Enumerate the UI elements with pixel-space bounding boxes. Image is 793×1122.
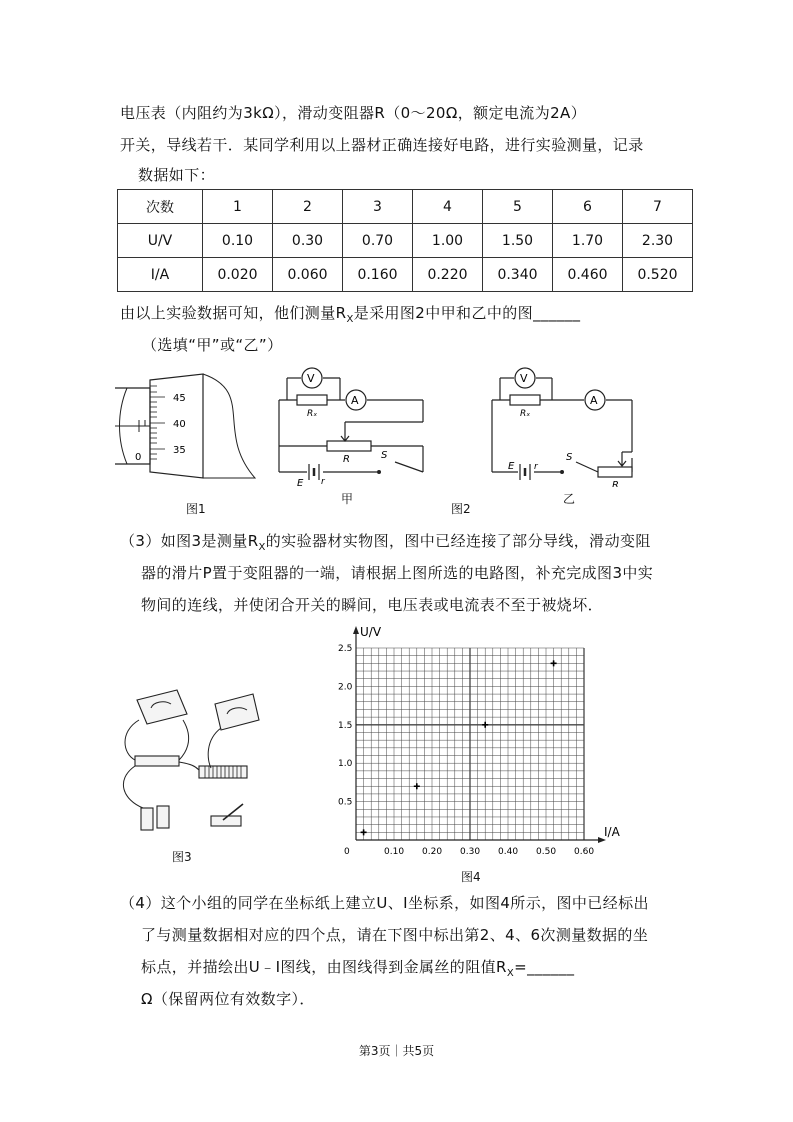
circuit-label-Rx: Rₓ bbox=[307, 409, 318, 419]
fig1-caption: 图1 bbox=[186, 502, 206, 516]
question-text: 由以上实验数据可知，他们测量R bbox=[120, 304, 347, 322]
part3-text: 的实验器材实物图，图中已经连接了部分导线，滑动变阻 bbox=[265, 532, 651, 550]
subscript: X bbox=[258, 542, 266, 553]
part3-line-3: 物间的连线，并使闭合开关的瞬间，电压表或电流表不至于被烧坏． bbox=[141, 596, 604, 614]
circuit-label-Rx: Rₓ bbox=[520, 409, 531, 419]
subscript: X bbox=[506, 968, 515, 979]
rheostat bbox=[327, 441, 371, 451]
y-axis-arrow bbox=[353, 626, 359, 634]
circuit-label-E: E bbox=[508, 461, 515, 472]
y-axis-label: U/V bbox=[360, 625, 382, 639]
data-table bbox=[117, 189, 693, 292]
rheostat-device bbox=[199, 766, 247, 778]
switch-pivot bbox=[560, 470, 564, 474]
chart-grid-major bbox=[356, 648, 584, 840]
data-point bbox=[414, 783, 420, 789]
circuit-label-R: R bbox=[343, 454, 350, 465]
question-line-1 bbox=[120, 302, 580, 325]
data-point bbox=[551, 660, 557, 666]
fig4-caption: 图4 bbox=[461, 870, 481, 884]
intro-line-1: 电压表（内阻约为3kΩ），滑动变阻器R（0～20Ω，额定电流为2A） bbox=[120, 104, 587, 122]
table-col-header: 4 bbox=[413, 190, 483, 224]
x-tick-label: 0.30 bbox=[460, 847, 481, 857]
rheostat-slider bbox=[618, 452, 626, 466]
table-cell: 0.160 bbox=[343, 258, 413, 292]
circuit-label-A: A bbox=[590, 394, 598, 407]
circuit-yi-label: 乙 bbox=[563, 492, 576, 506]
part4-line-3 bbox=[141, 956, 574, 979]
micrometer-label-35: 35 bbox=[173, 445, 186, 456]
page-footer: 第3页｜共5页 bbox=[358, 1044, 435, 1058]
table-col-header: 2 bbox=[273, 190, 343, 224]
x-tick-label: 0.40 bbox=[498, 847, 519, 857]
circuit-label-A: A bbox=[351, 394, 359, 407]
part4-text: 标点，并描绘出U﹣I图线，由图线得到金属丝的阻值R bbox=[141, 958, 507, 976]
circuit-label-R: R bbox=[612, 480, 619, 487]
y-tick-label: 1.0 bbox=[338, 759, 353, 770]
circuit-label-r: r bbox=[321, 477, 325, 487]
data-point bbox=[361, 829, 367, 835]
part3-text: （3）如图3是测量R bbox=[120, 532, 259, 550]
part4-text: = bbox=[514, 958, 528, 976]
circuit-jia-label: 甲 bbox=[341, 492, 354, 506]
table-row bbox=[118, 258, 693, 292]
fig2-caption: 图2 bbox=[451, 502, 471, 516]
table-cell: 0.220 bbox=[413, 258, 483, 292]
circuit-label-V: V bbox=[307, 372, 315, 385]
micrometer-label-40: 40 bbox=[173, 419, 186, 430]
table-cell: 0.10 bbox=[203, 224, 273, 258]
table-col-header: 5 bbox=[483, 190, 553, 224]
table-col-header: 3 bbox=[343, 190, 413, 224]
table-cell: 0.70 bbox=[343, 224, 413, 258]
table-cell: 1.70 bbox=[553, 224, 623, 258]
switch-pivot bbox=[377, 470, 381, 474]
table-header-cell: 次数 bbox=[118, 190, 203, 224]
table-cell: 1.00 bbox=[413, 224, 483, 258]
y-tick-label: 0.5 bbox=[338, 797, 353, 808]
table-col-header: 6 bbox=[553, 190, 623, 224]
circuit-label-r: r bbox=[534, 462, 538, 472]
part4-line-4: Ω（保留两位有效数字）． bbox=[141, 990, 315, 1008]
table-row-label: I/A bbox=[118, 258, 203, 292]
table-header-row bbox=[118, 190, 693, 224]
ammeter-device bbox=[215, 694, 259, 730]
circuit-jia bbox=[275, 362, 435, 487]
origin-label: 0 bbox=[344, 847, 350, 857]
table-cell: 2.30 bbox=[623, 224, 693, 258]
x-axis-label: I/A bbox=[604, 825, 620, 839]
x-tick-label: 0.50 bbox=[536, 847, 557, 857]
y-tick-label: 2.5 bbox=[338, 644, 353, 654]
intro-line-2: 开关，导线若干．某同学利用以上器材正确连接好电路，进行实验测量，记录 bbox=[120, 136, 644, 154]
apparatus-figure bbox=[115, 680, 260, 840]
micrometer-scale bbox=[150, 386, 165, 459]
circuit-yi bbox=[486, 362, 638, 487]
x-tick-label: 0.10 bbox=[384, 847, 405, 857]
intro-line-3: 数据如下： bbox=[138, 166, 216, 184]
circuit-label-E: E bbox=[297, 478, 304, 487]
ui-graph bbox=[330, 618, 630, 863]
table-cell: 0.340 bbox=[483, 258, 553, 292]
rheostat bbox=[598, 467, 632, 477]
table-col-header: 1 bbox=[203, 190, 273, 224]
question-line-2: （选填“甲”或“乙”） bbox=[142, 336, 283, 354]
table-col-header: 7 bbox=[623, 190, 693, 224]
part3-line-1 bbox=[120, 530, 651, 553]
answer-blank[interactable]: ______ bbox=[533, 304, 581, 322]
circuit-label-V: V bbox=[520, 372, 528, 385]
question-text: 是采用图2中甲和乙中的图 bbox=[353, 304, 534, 322]
micrometer-figure bbox=[115, 372, 265, 490]
data-point bbox=[482, 722, 488, 728]
table-cell: 0.520 bbox=[623, 258, 693, 292]
x-tick-label: 0.60 bbox=[574, 847, 595, 857]
answer-blank[interactable]: ______ bbox=[527, 958, 575, 976]
battery-cell bbox=[141, 808, 153, 830]
table-cell: 0.30 bbox=[273, 224, 343, 258]
table-cell: 0.460 bbox=[553, 258, 623, 292]
resistor-rx bbox=[510, 395, 540, 405]
y-tick-label: 2.0 bbox=[338, 682, 353, 693]
x-tick-label: 0.20 bbox=[422, 847, 443, 857]
table-cell: 0.020 bbox=[203, 258, 273, 292]
micrometer-zero: 0 bbox=[135, 452, 142, 463]
table-row bbox=[118, 224, 693, 258]
y-tick-label: 1.5 bbox=[338, 720, 353, 731]
table-row-label: U/V bbox=[118, 224, 203, 258]
circuit-label-S: S bbox=[566, 452, 573, 463]
micrometer-thimble-edge bbox=[203, 374, 255, 478]
battery-cell bbox=[157, 806, 169, 828]
micrometer-label-45: 45 bbox=[173, 393, 186, 404]
resistance-wire-board bbox=[135, 756, 179, 766]
voltmeter-device bbox=[137, 690, 187, 724]
circuit-label-S: S bbox=[381, 450, 388, 461]
fig3-caption: 图3 bbox=[172, 850, 192, 864]
subscript: X bbox=[346, 314, 354, 325]
part3-line-2: 器的滑片P置于变阻器的一端，请根据上图所选的电路图，补充完成图3中实 bbox=[141, 564, 654, 582]
table-cell: 1.50 bbox=[483, 224, 553, 258]
part4-line-2: 了与测量数据相对应的四个点，请在下图中标出第2、4、6次测量数据的坐 bbox=[141, 926, 649, 944]
table-cell: 0.060 bbox=[273, 258, 343, 292]
resistor-rx bbox=[297, 395, 327, 405]
part4-line-1: （4）这个小组的同学在坐标纸上建立U、I坐标系，如图4所示，图中已经标出 bbox=[120, 894, 649, 912]
rheostat-slider bbox=[341, 434, 349, 441]
